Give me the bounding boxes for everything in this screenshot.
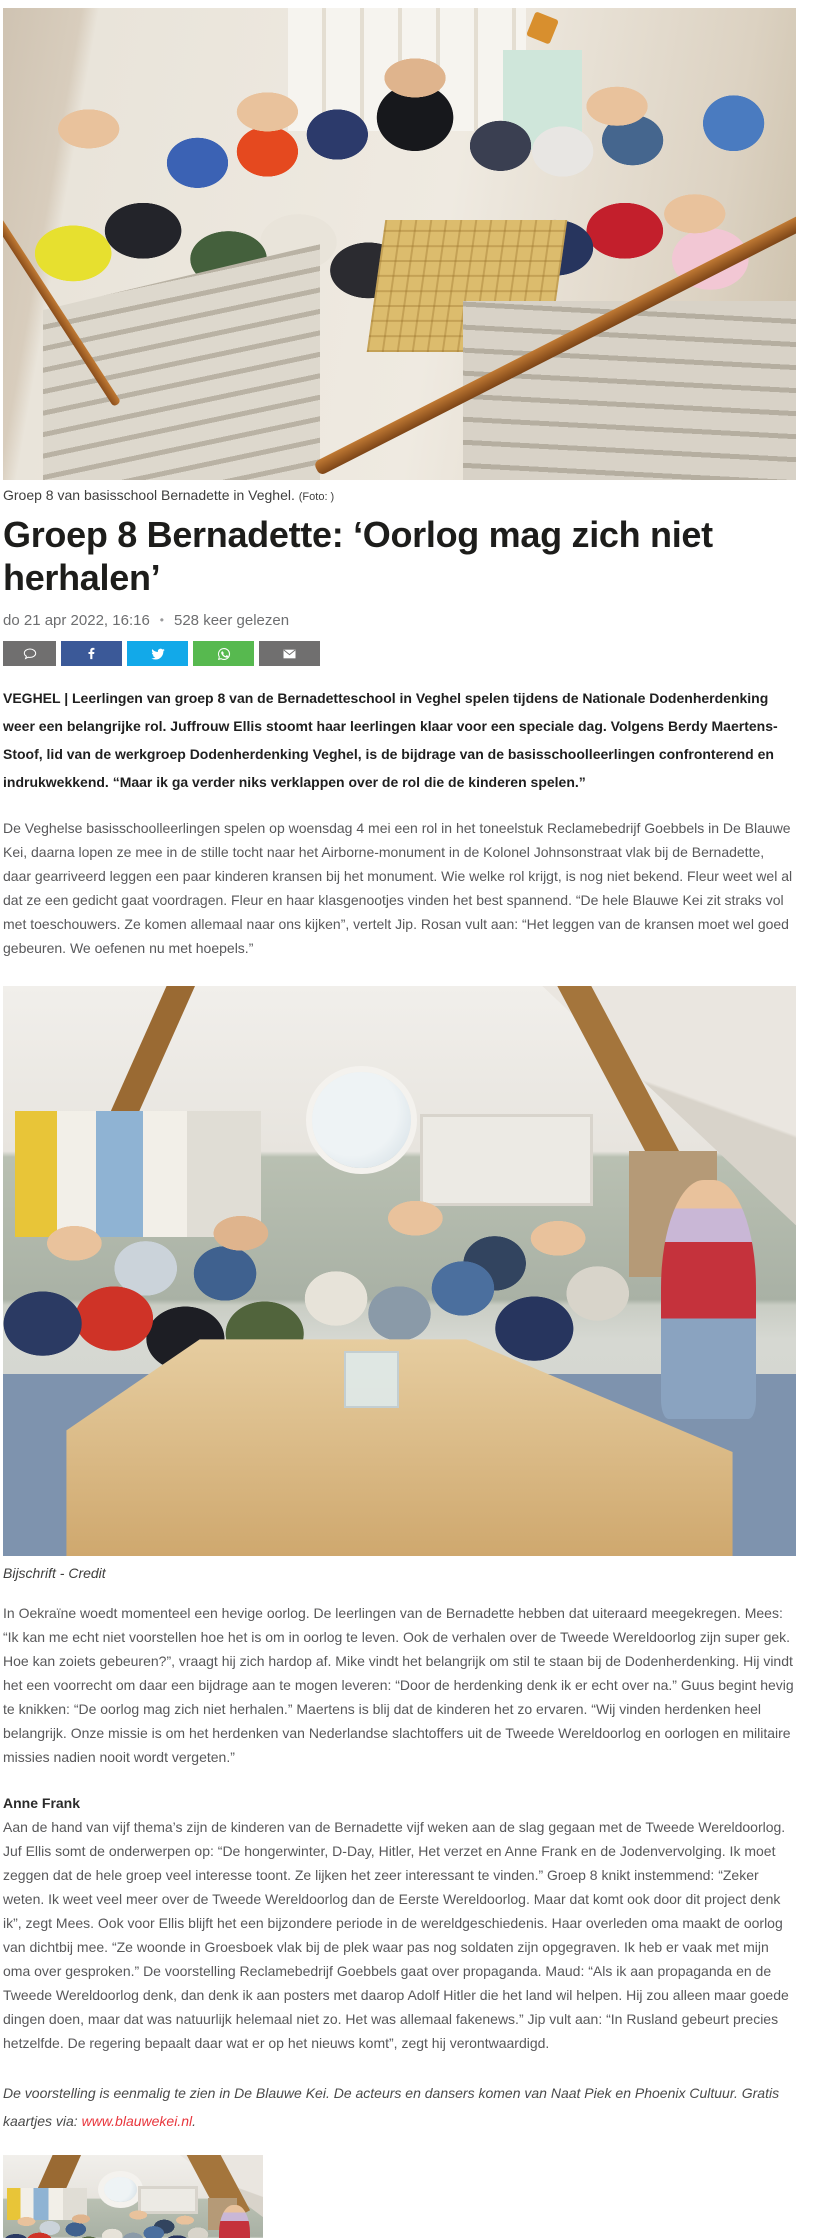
hero-caption bbox=[3, 487, 796, 503]
view-count: 528 keer gelezen bbox=[174, 612, 290, 629]
whatsapp-icon bbox=[216, 646, 232, 662]
blauwekei-link[interactable]: www.blauwekei.nl bbox=[81, 2113, 193, 2129]
photo-decoration-round-window bbox=[104, 2177, 137, 2202]
share-email-button[interactable] bbox=[259, 641, 320, 666]
thumbnail-photo-classroom[interactable] bbox=[3, 2155, 263, 2238]
photo-decoration-teacher bbox=[661, 1180, 756, 1419]
photo-decoration-round-window bbox=[312, 1072, 411, 1169]
publish-date: do 21 apr 2022, 16:16 bbox=[3, 612, 150, 629]
article-paragraph: De Veghelse basisschoolleerlingen spelen op woensdag 4 mei een rol in het toneelstuk Reclamebedrijf Goebbels in De Blauwe Kei, daarna lopen ze mee in de stille tocht naar het Airborne-monument in de Kolonel Johnsonstraat vlak bij de Bernadette, daar gearriveerd leggen een paar kinderen kransen bij het monument. Wie welke rol krijgt, is nog niet bekend. Fleur weet wel al dat ze een gedicht gaat voordragen. Fleur en haar klasgenootjes vinden het best spannend. “De hele Blauwe Kei zit straks vol met toeschouwers. Ze komen allemaal naar ons kijken”, vertelt Jip. Rosan vult aan: “Het leggen van de kransen moet wel goed gebeuren. We oefenen nu met hoepels.” bbox=[3, 820, 793, 956]
speech-bubble-icon bbox=[22, 646, 38, 662]
comments-button[interactable] bbox=[3, 641, 56, 666]
article-intro: VEGHEL | Leerlingen van groep 8 van de Bernadetteschool in Veghel spelen tijdens de Nationale Dodenherdenking weer een belangrijke rol. Juffrouw Ellis stoomt haar leerlingen klaar voor een speciale dag. Volgens Berdy Maertens-Stoof, lid van de werkgroep Dodenherdenking Veghel, is de bijdrage van de basisschoolleerlingen confronterend en indrukwekkend. “Maar ik ga verder niks verklappen over de rol die de kinderen spelen.” bbox=[3, 690, 778, 790]
article-outro bbox=[3, 2079, 796, 2135]
facebook-icon bbox=[84, 646, 99, 661]
photo-decoration-jar bbox=[344, 1351, 400, 1408]
article-paragraph: In Oekraïne woedt momenteel een hevige oorlog. De leerlingen van de Bernadette hebben dat uiteraard meegekregen. Mees: “Ik kan me echt niet voorstellen hoe het is om in oorlog te leven. Ook de verhalen over de Tweede Wereldoorlog zijn super gek. Hoe kan zoiets gebeuren?”, vraagt hij zich hardop af. Mike vindt het belangrijk om stil te staan bij de Dodenherdenking. Hij vindt het een voorrecht om daar een bijdrage aan te mogen leveren: “Door de herdenking denk ik er echt over na.” Guus begint hevig te knikken: “De oorlog mag zich niet herhalen.” Maertens is blij dat de kinderen het zo ervaren. “Wij vinden herdenken heel belangrijk. Onze missie is om het herdenken van Nederlandse slachtoffers uit de Tweede Wereldoorlog en oorlogen en militaire missies nadien nooit wordt vergeten.” bbox=[3, 1605, 794, 1765]
hero-caption-text: Groep 8 van basisschool Bernadette in Veghel. bbox=[3, 487, 295, 503]
article-photo-classroom bbox=[3, 986, 796, 1556]
envelope-icon bbox=[281, 646, 298, 662]
page-title: Groep 8 Bernadette: ‘Oorlog mag zich niet herhalen’ bbox=[3, 514, 713, 598]
photo-caption: Bijschrift - Credit bbox=[3, 1565, 106, 1581]
share-button-row bbox=[3, 641, 796, 666]
article-paragraph: Aan de hand van vijf thema’s zijn de kinderen van de Bernadette vijf weken aan de slag gegaan met de Tweede Wereldoorlog. Juf Ellis somt de onderwerpen op: “De hongerwinter, D-Day, Hitler, Het verzet en Anne Frank en de Jodenvervolging. Ik moet zeggen dat de hele groep veel interesse toont. Ze lijken het zeer interessant te vinden.” Groep 8 knikt instemmend: “Zeker weten. Ik weet veel meer over de Tweede Wereldoorlog dan de Eerste Wereldoorlog. Maar dat komt ook door dit project denk ik”, zegt Mees. Ook voor Ellis blijft het een bijzondere periode in de wereldgeschiedenis. Haar overleden oma maakt de oorlog van dichtbij mee. “Ze woonde in Groesboek vlak bij de plek waar pas nog soldaten zijn opgegraven. Ik heb er vaak met mijn oma over gesproken.” De voorstelling Reclamebedrijf Goebbels gaat over propaganda. Maud: “Als ik aan propaganda en de Tweede Wereldoorlog denk, dan denk ik aan posters met daarop Adolf Hitler die het land wil helpen. Hij zou alleen maar goede dingen doen, maar dat was natuurlijk helemaal niet zo. Het was allemaal fakenews.” Jip vult aan: “In Rusland gebeurt precies hetzelfde. De regering bepaalt daar wat er op het nieuws komt”, zegt hij verontwaardigd. bbox=[3, 1819, 789, 2051]
article-figure bbox=[3, 986, 796, 1581]
hero-photo-stairwell bbox=[3, 8, 796, 480]
outro-suffix: . bbox=[192, 2113, 196, 2129]
subheading-anne-frank: Anne Frank bbox=[3, 1795, 81, 1811]
hero-figure bbox=[3, 8, 796, 503]
share-facebook-button[interactable] bbox=[61, 641, 122, 666]
share-twitter-button[interactable] bbox=[127, 641, 188, 666]
article-meta bbox=[3, 612, 796, 629]
twitter-bird-icon bbox=[150, 646, 166, 662]
hero-caption-credit: (Foto: ) bbox=[298, 491, 335, 503]
share-whatsapp-button[interactable] bbox=[193, 641, 254, 666]
meta-separator: • bbox=[159, 613, 164, 627]
outro-text: De voorstelling is eenmalig te zien in De Blauwe Kei. De acteurs en dansers komen van Naat Piek en Phoenix Cultuur. Gratis kaartjes via: bbox=[3, 2085, 780, 2129]
photo-decoration-stairs-right bbox=[463, 301, 796, 480]
